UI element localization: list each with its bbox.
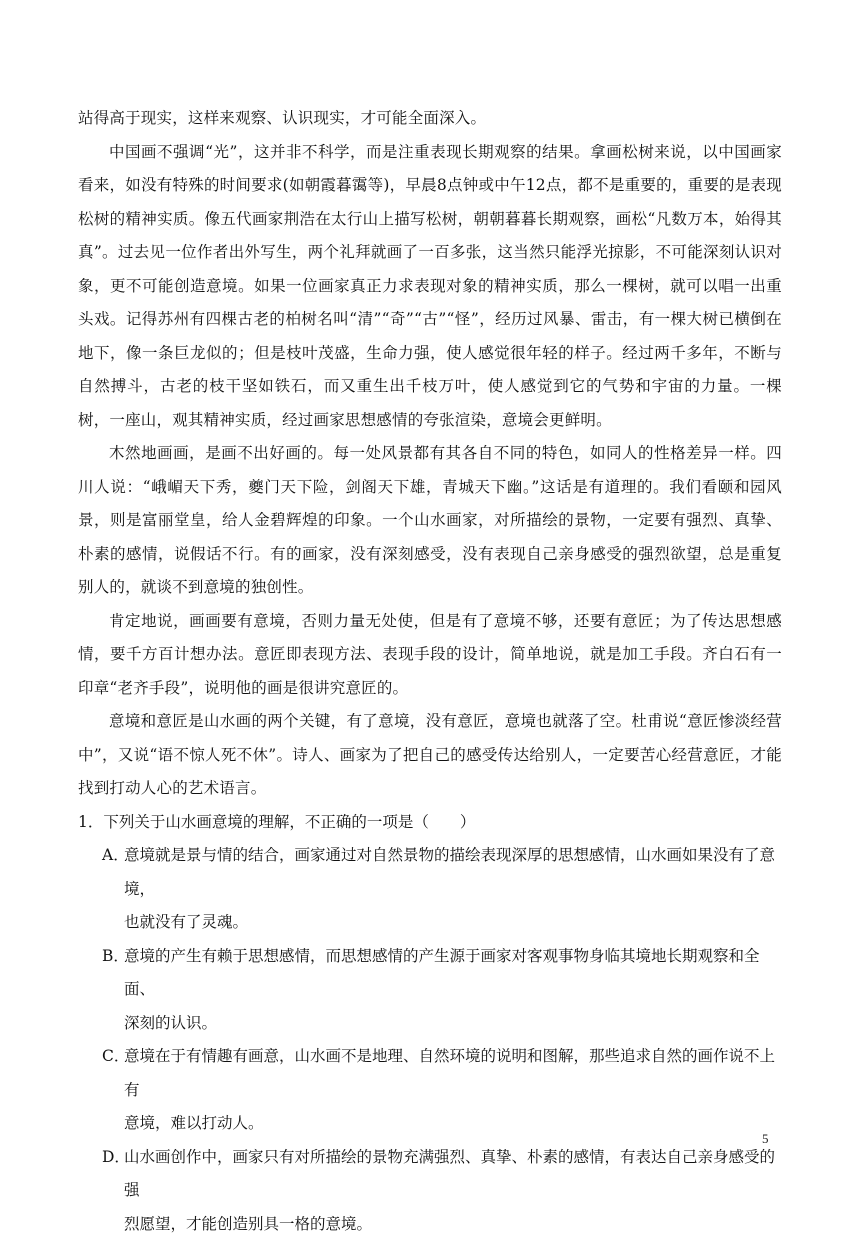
option-line: 山水画创作中，画家只有对所描绘的景物充满强烈、真挚、朴素的感情，有表达自己亲身感受的强 (124, 1141, 782, 1208)
option-c (78, 1040, 782, 1141)
paragraph-1: 站得高于现实，这样来观察、认识现实，才可能全面深入。 (78, 102, 782, 136)
option-list (78, 839, 782, 1241)
option-d (78, 1141, 782, 1241)
option-text (118, 1141, 782, 1241)
option-text (118, 839, 782, 940)
option-text (118, 1040, 782, 1141)
option-line: 也就没有了灵魂。 (124, 906, 782, 940)
document-body (78, 102, 782, 1241)
option-a (78, 839, 782, 940)
option-letter: D． (102, 1141, 118, 1175)
option-text (118, 940, 782, 1041)
paragraph-4: 肯定地说，画画要有意境，否则力量无处使，但是有了意境不够，还要有意匠；为了传达思想感情，要千方百计想办法。意匠即表现方法、表现手段的设计，简单地说，就是加工手段。齐白石有一印章“老齐手段”，说明他的画是很讲究意匠的。 (78, 605, 782, 706)
option-letter: A． (102, 839, 118, 873)
option-letter: C． (102, 1040, 118, 1074)
paragraph-3: 木然地画画，是画不出好画的。每一处风景都有其各自不同的特色，如同人的性格差异一样。四川人说：“峨嵋天下秀，夔门天下险，剑阁天下雄，青城天下幽。”这话是有道理的。我们看颐和园风景，则是富丽堂皇，给人金碧辉煌的印象。一个山水画家，对所描绘的景物，一定要有强烈、真挚、朴素的感情，说假话不行。有的画家，没有深刻感受，没有表现自己亲身感受的强烈欲望，总是重复别人的，就谈不到意境的独创性。 (78, 437, 782, 605)
option-letter: B． (102, 940, 118, 974)
question-stem: 1．下列关于山水画意境的理解，不正确的一项是（ ） (78, 806, 782, 840)
page-number: 5 (762, 1131, 769, 1147)
paragraph-2: 中国画不强调“光”，这并非不科学，而是注重表现长期观察的结果。拿画松树来说，以中国画家看来，如没有特殊的时间要求(如朝霞暮霭等)，早晨8点钟或中午12点，都不是重要的，重要的是表现松树的精神实质。像五代画家荆浩在太行山上描写松树，朝朝暮暮长期观察，画松“凡数万本，始得其真”。过去见一位作者出外写生，两个礼拜就画了一百多张，这当然只能浮光掠影，不可能深刻认识对象，更不可能创造意境。如果一位画家真正力求表现对象的精神实质，那么一棵树，就可以唱一出重头戏。记得苏州有四棵古老的柏树名叫“清”“奇”“古”“怪”，经历过风暴、雷击，有一棵大树已横倒在地下，像一条巨龙似的；但是枝叶茂盛，生命力强，使人感觉很年轻的样子。经过两千多年，不断与自然搏斗，古老的枝干坚如铁石，而又重生出千枝万叶，使人感觉到它的气势和宇宙的力量。一棵树，一座山，观其精神实质，经过画家思想感情的夸张渲染，意境会更鲜明。 (78, 136, 782, 438)
option-b (78, 940, 782, 1041)
question-1 (78, 806, 782, 1241)
option-line: 意境，难以打动人。 (124, 1107, 782, 1141)
option-line: 烈愿望，才能创造别具一格的意境。 (124, 1208, 782, 1241)
option-line: 意境的产生有赖于思想感情，而思想感情的产生源于画家对客观事物身临其境地长期观察和全面、 (124, 940, 782, 1007)
paragraph-5: 意境和意匠是山水画的两个关键，有了意境，没有意匠，意境也就落了空。杜甫说“意匠惨淡经营中”，又说“语不惊人死不休”。诗人、画家为了把自己的感受传达给别人，一定要苦心经营意匠，才能找到打动人心的艺术语言。 (78, 705, 782, 806)
option-line: 深刻的认识。 (124, 1007, 782, 1041)
option-line: 意境在于有情趣有画意，山水画不是地理、自然环境的说明和图解，那些追求自然的画作说不上有 (124, 1040, 782, 1107)
option-line: 意境就是景与情的结合，画家通过对自然景物的描绘表现深厚的思想感情，山水画如果没有了意境， (124, 839, 782, 906)
